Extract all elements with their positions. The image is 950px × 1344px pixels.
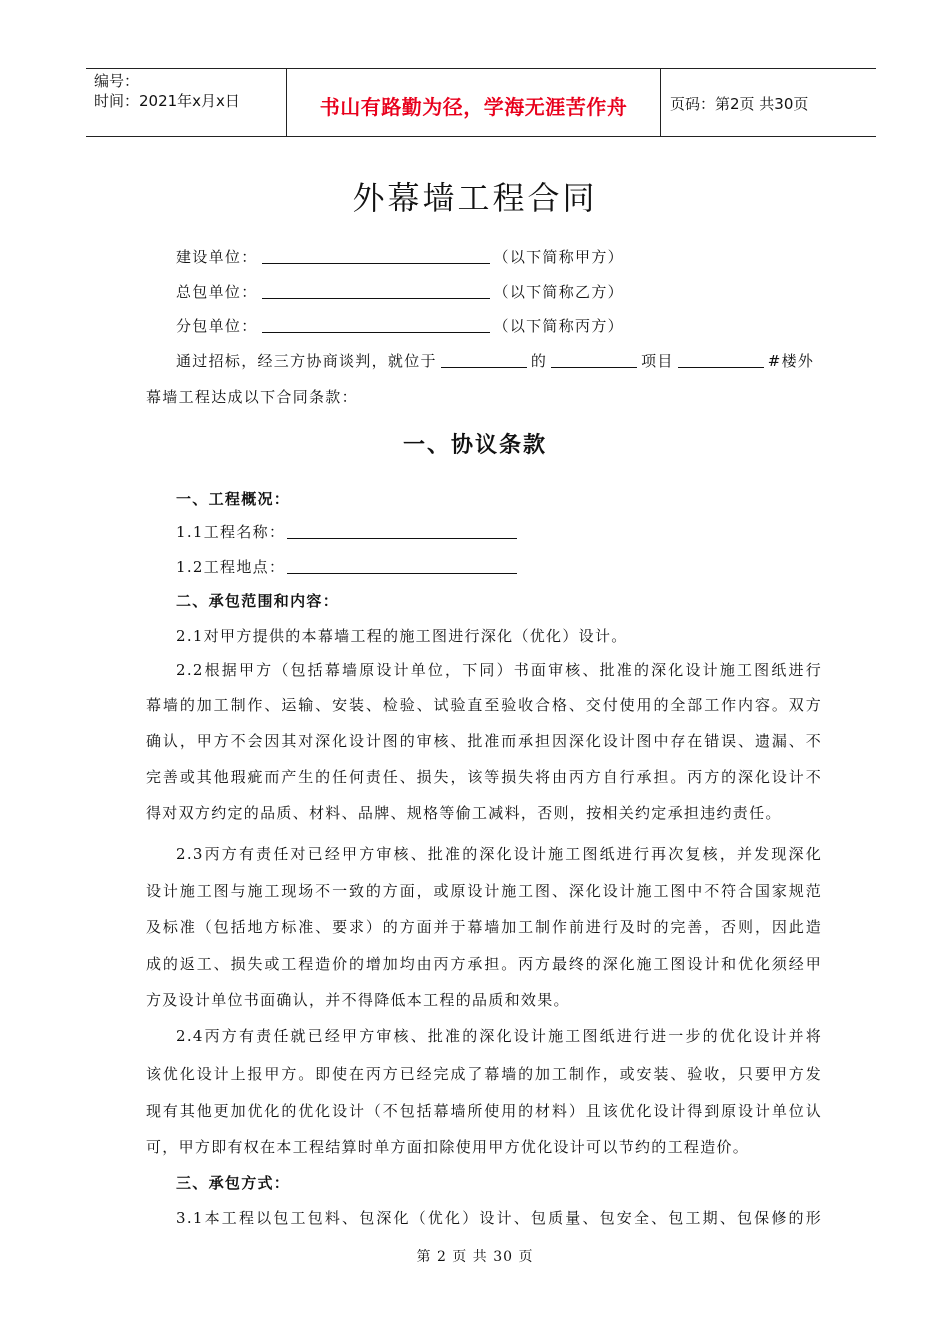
- blank-field: [441, 353, 527, 368]
- party-label: 建设单位：: [176, 248, 258, 266]
- blank-field: [678, 353, 764, 368]
- intro-text: 通过招标，经三方协商谈判，就位于: [176, 352, 437, 370]
- clause-line: 2.3丙方有责任对已经甲方审核、批准的深化设计施工图纸进行再次复核，并发现深化: [176, 845, 822, 863]
- blank-field: [262, 284, 490, 299]
- clause-line: 确认，甲方不会因其对深化设计图的审核、批准而承担因深化设计图中存在错误、遗漏、不: [146, 732, 822, 750]
- party-label: 分包单位：: [176, 317, 258, 335]
- intro-line: [176, 350, 822, 371]
- clause-line: 方及设计单位书面确认，并不得降低本工程的品质和效果。: [146, 991, 570, 1009]
- clause-line: [176, 556, 822, 577]
- clause-line: 2.1对甲方提供的本幕墙工程的施工图进行深化（优化）设计。: [176, 627, 628, 645]
- intro-text: 项目: [641, 352, 674, 370]
- party-note: （以下简称甲方）: [493, 248, 624, 266]
- header-left: [94, 71, 240, 111]
- field-label: 1.1工程名称：: [176, 523, 286, 541]
- party-note: （以下简称丙方）: [493, 317, 624, 335]
- header-motto: 书山有路勤为径，学海无涯苦作舟: [319, 95, 628, 119]
- intro-text: #楼外: [767, 352, 815, 370]
- document-title: 外幕墙工程合同: [352, 179, 598, 217]
- clause-heading: 二、承包范围和内容：: [176, 592, 340, 610]
- clause-line: 成的返工、损失或工程造价的增加均由丙方承担。丙方最终的深化施工图设计和优化须经甲: [146, 955, 822, 973]
- time-label: 时间：2021年x月x日: [94, 92, 240, 110]
- header-divider: [660, 69, 661, 136]
- party-line: [176, 315, 822, 336]
- clause-line: 及标准（包括地方标准、要求）的方面并于幕墙加工制作前进行及时的完善，否则，因此造: [146, 918, 822, 936]
- clause-heading: 一、工程概况：: [176, 490, 291, 508]
- blank-field: [287, 524, 517, 539]
- page-header: [86, 68, 876, 137]
- clause-line: 3.1本工程以包工包料、包深化（优化）设计、包质量、包安全、包工期、包保修的形: [176, 1209, 822, 1227]
- clause-line: 该优化设计上报甲方。即使在丙方已经完成了幕墙的加工制作，或安装、验收，只要甲方发: [146, 1065, 822, 1083]
- clause-line: 现有其他更加优化的优化设计（不包括幕墙所使用的材料）且该优化设计得到原设计单位认: [146, 1102, 822, 1120]
- blank-field: [551, 353, 637, 368]
- page-footer: 第 2 页 共 30 页: [416, 1249, 534, 1265]
- clause-heading: 三、承包方式：: [176, 1174, 291, 1192]
- clause-line: 2.2根据甲方（包括幕墙原设计单位，下同）书面审核、批准的深化设计施工图纸进行: [176, 661, 822, 679]
- party-label: 总包单位：: [176, 283, 258, 301]
- party-note: （以下简称乙方）: [493, 283, 624, 301]
- intro-line: 幕墙工程达成以下合同条款：: [146, 388, 358, 406]
- party-line: [176, 281, 822, 302]
- section-title: 一、协议条款: [402, 432, 547, 458]
- number-label: 编号：: [94, 72, 140, 90]
- field-label: 1.2工程地点：: [176, 558, 286, 576]
- clause-line: 2.4丙方有责任就已经甲方审核、批准的深化设计施工图纸进行进一步的优化设计并将: [176, 1027, 822, 1045]
- blank-field: [262, 249, 490, 264]
- blank-field: [287, 559, 517, 574]
- clause-line: 完善或其他瑕疵而产生的任何责任、损失，该等损失将由丙方自行承担。丙方的深化设计不: [146, 768, 822, 786]
- header-page-label: 页码：第2页 共30页: [670, 95, 809, 113]
- clause-line: 设计施工图与施工现场不一致的方面，或原设计施工图、深化设计施工图中不符合国家规范: [146, 882, 822, 900]
- clause-line: 得对双方约定的品质、材料、品牌、规格等偷工减料，否则，按相关约定承担违约责任。: [146, 804, 782, 822]
- intro-text: 的: [530, 352, 548, 370]
- clause-line: [176, 521, 822, 542]
- blank-field: [262, 318, 490, 333]
- clause-line: 幕墙的加工制作、运输、安装、检验、试验直至验收合格、交付使用的全部工作内容。双方: [146, 696, 822, 714]
- clause-line: 可，甲方即有权在本工程结算时单方面扣除使用甲方优化设计可以节约的工程造价。: [146, 1138, 750, 1156]
- party-line: [176, 246, 822, 267]
